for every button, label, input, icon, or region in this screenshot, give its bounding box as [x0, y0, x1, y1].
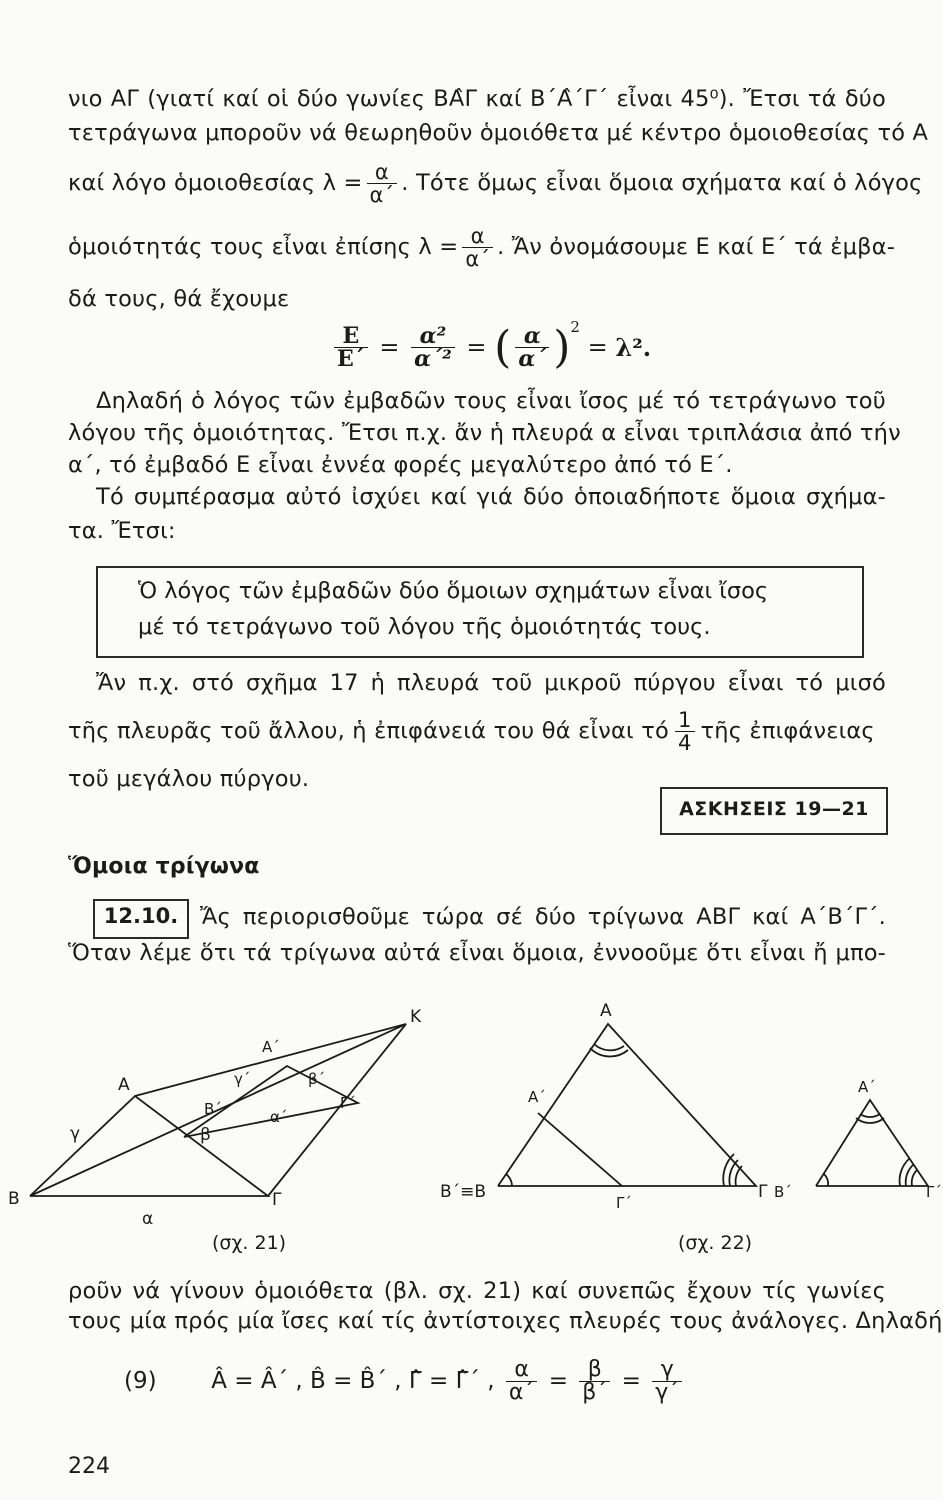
label-K: Κ	[410, 1007, 422, 1027]
fraction-numerator: α	[462, 225, 493, 248]
section-number: 12.10.	[103, 904, 179, 928]
fraction-beta	[579, 1359, 610, 1404]
fraction-numerator: β	[579, 1359, 610, 1382]
section-number-box	[93, 899, 189, 939]
label-beta1: β΄	[308, 1070, 326, 1088]
label-A: Α	[600, 1001, 612, 1021]
triangle-ABG	[30, 1096, 268, 1196]
formula-number: (9)	[124, 1368, 157, 1394]
text-fragment: τῆς πλευρᾶς τοῦ ἄλλου, ἡ ἐπιφάνειά του θά εἶναι τό	[68, 718, 669, 744]
label-gamma: γ	[70, 1124, 81, 1144]
area-ratio-formula: $\frac{E}{E΄}$ = $\frac{\text{α²}}{\text{α΄²}}$ = ( $\frac{\alpha}{\alpha΄}$ )$^2$ = λ².	[330, 318, 651, 378]
label-A1: Α΄	[528, 1088, 546, 1106]
line-A1G1	[538, 1113, 622, 1186]
text-fragment: τῆς ἐπιφάνειας	[700, 718, 875, 744]
text-line: Ἄς περιορισθοῦμε τώρα σέ δύο τρίγωνα ΑΒΓ καί Α΄Β΄Γ΄.	[200, 904, 886, 930]
label-A: Α	[118, 1075, 130, 1095]
label-G1: Γ΄	[340, 1094, 356, 1112]
fraction-E	[334, 325, 368, 370]
fraction-denominator: α΄	[508, 1380, 535, 1405]
equals-sign: =	[548, 1368, 568, 1394]
fraction-denominator: 4	[677, 731, 692, 755]
fraction-one-quarter	[675, 709, 695, 754]
fraction-numerator: α	[367, 161, 398, 184]
fraction-numerator: α	[506, 1359, 538, 1382]
fraction-numerator: γ	[652, 1359, 682, 1382]
fraction-denominator: γ΄	[655, 1380, 680, 1405]
label-G1-small: Γ΄	[926, 1183, 942, 1201]
fraction-denominator: α΄	[369, 183, 395, 207]
fraction-a	[515, 325, 549, 370]
text-line: νιο ΑΓ (γιατί καί οἱ δύο γωνίες ΒΑ̂Γ καί Β΄Α̂΄Γ΄ εἶναι 45⁰). Ἔτσι τά δύο	[68, 86, 886, 112]
label-alpha1: α΄	[270, 1108, 288, 1126]
fraction-numerator: Ε	[334, 325, 368, 348]
text-line-with-fraction	[68, 706, 886, 756]
formula-9	[124, 1352, 686, 1410]
angle-equalities: Â = Â΄ , B̂ = B̂΄ , Γ̂ = Γ̂΄ ,	[211, 1368, 495, 1394]
angle-arc-A1	[860, 1114, 880, 1117]
figure-21-caption: (σχ. 21)	[212, 1232, 287, 1254]
equals-sign: =	[621, 1368, 641, 1394]
fraction-denominator: α΄	[518, 346, 547, 372]
line-GK	[268, 1024, 406, 1196]
label-G1: Γ΄	[616, 1194, 632, 1212]
figure-21	[0, 1000, 440, 1270]
text-line: δά τους, θά ἔχουμε	[68, 286, 290, 312]
text-line: τα. Ἔτσι:	[68, 518, 176, 544]
text-line: τετράγωνα μποροῦν νά θεωρηθοῦν ὁμοιόθετα μέ κέντρο ὁμοιοθεσίας τό Α	[68, 120, 929, 146]
fraction-lambda	[367, 161, 398, 206]
figure-22-caption: (σχ. 22)	[678, 1232, 753, 1254]
label-B1-B: Β΄≡Β	[440, 1182, 487, 1202]
text-line: τους μία πρός μία ἴσες καί τίς ἀντίστοιχες πλευρές τους ἀνάλογες. Δηλαδή	[68, 1308, 943, 1334]
label-A1-small: Α΄	[858, 1078, 876, 1096]
text-fragment: καί λόγο ὁμοιοθεσίας λ =	[68, 170, 363, 196]
label-A1: Α΄	[262, 1038, 280, 1056]
exercises-label: ΑΣΚΗΣΕΙΣ 19—21	[679, 798, 869, 820]
fraction-gamma	[652, 1359, 682, 1404]
text-line: ροῦν νά γίνουν ὁμοιόθετα (βλ. σχ. 21) καί συνεπῶς ἔχουν τίς γωνίες	[68, 1278, 886, 1304]
fraction-lambda	[462, 225, 493, 270]
fraction-numerator: α	[515, 325, 549, 348]
page-number: 224	[68, 1454, 110, 1479]
text-line: τοῦ μεγάλου πύργου.	[68, 766, 310, 792]
theorem-line: μέ τό τετράγωνο τοῦ λόγου τῆς ὁμοιότητάς τους.	[138, 614, 711, 640]
section-title: Ὅμοια τρίγωνα	[68, 854, 260, 879]
text-line: α΄, τό ἐμβαδό Ε εἶναι ἐννέα φορές μεγαλύτερο ἀπό τό Ε΄.	[68, 452, 733, 478]
exercises-box[interactable]	[660, 787, 888, 835]
theorem-line: Ὁ λόγος τῶν ἐμβαδῶν δύο ὅμοιων σχημάτων εἶναι ἴσος	[138, 578, 769, 604]
label-gamma1: γ΄	[234, 1070, 251, 1088]
angle-arc-A-2	[590, 1048, 628, 1056]
text-line: λόγου τῆς ὁμοιότητας. Ἔτσι π.χ. ἄν ἡ πλευρά α εἶναι τριπλάσια ἀπό τήν	[68, 420, 901, 446]
label-alpha: α	[142, 1209, 154, 1229]
angle-arc-B	[506, 1174, 512, 1186]
fraction-denominator: Ε΄	[337, 346, 365, 372]
exponent: 2	[570, 318, 580, 336]
label-beta: β	[200, 1125, 211, 1145]
fraction-numerator: α²	[411, 325, 455, 348]
text-fragment: ὁμοιότητάς τους εἶναι ἐπίσης λ =	[68, 234, 459, 260]
text-line: Ὅταν λέμε ὅτι τά τρίγωνα αὐτά εἶναι ὅμοια, ἐννοοῦμε ὅτι εἶναι ἤ μπο-	[68, 940, 886, 966]
fraction-numerator: 1	[675, 709, 695, 732]
fraction-denominator: α΄	[465, 247, 491, 271]
angle-arc-B1	[824, 1174, 828, 1186]
fraction-denominator: α΄²	[414, 346, 452, 372]
text-fragment: . Ἄν ὀνομάσουμε Ε καί Ε΄ τά ἐμβα-	[497, 234, 896, 260]
text-fragment: . Τότε ὅμως εἶναι ὅμοια σχήματα καί ὁ λόγος	[401, 170, 923, 196]
angle-arc-A	[594, 1044, 624, 1050]
text-line-with-fraction	[68, 158, 923, 208]
lambda-squared: λ².	[615, 333, 652, 362]
label-G: Γ	[272, 1190, 282, 1210]
label-G: Γ	[758, 1182, 768, 1202]
text-line: Τό συμπέρασμα αὐτό ἰσχύει καί γιά δύο ὁποιαδήποτε ὅμοια σχήμα-	[96, 484, 886, 510]
fraction-denominator: β΄	[582, 1380, 608, 1405]
fraction-a-squared	[411, 325, 455, 370]
text-line: Ἄν π.χ. στό σχῆμα 17 ἡ πλευρά τοῦ μικροῦ πύργου εἶναι τό μισό	[96, 670, 886, 696]
angle-arc-A1-2	[856, 1118, 884, 1123]
theorem-box	[96, 566, 864, 658]
label-B1: Β΄	[774, 1183, 792, 1201]
label-B1: Β΄	[204, 1100, 222, 1118]
angle-arc-G1	[912, 1170, 917, 1186]
triangle-A1B1G1	[816, 1100, 928, 1186]
text-line-with-fraction	[68, 222, 896, 272]
figure-22	[440, 1000, 942, 1270]
text-line: Δηλαδή ὁ λόγος τῶν ἐμβαδῶν τους εἶναι ἴσος μέ τό τετράγωνο τοῦ	[96, 388, 886, 414]
label-B: Β	[8, 1189, 20, 1209]
fraction-alpha	[506, 1359, 538, 1404]
